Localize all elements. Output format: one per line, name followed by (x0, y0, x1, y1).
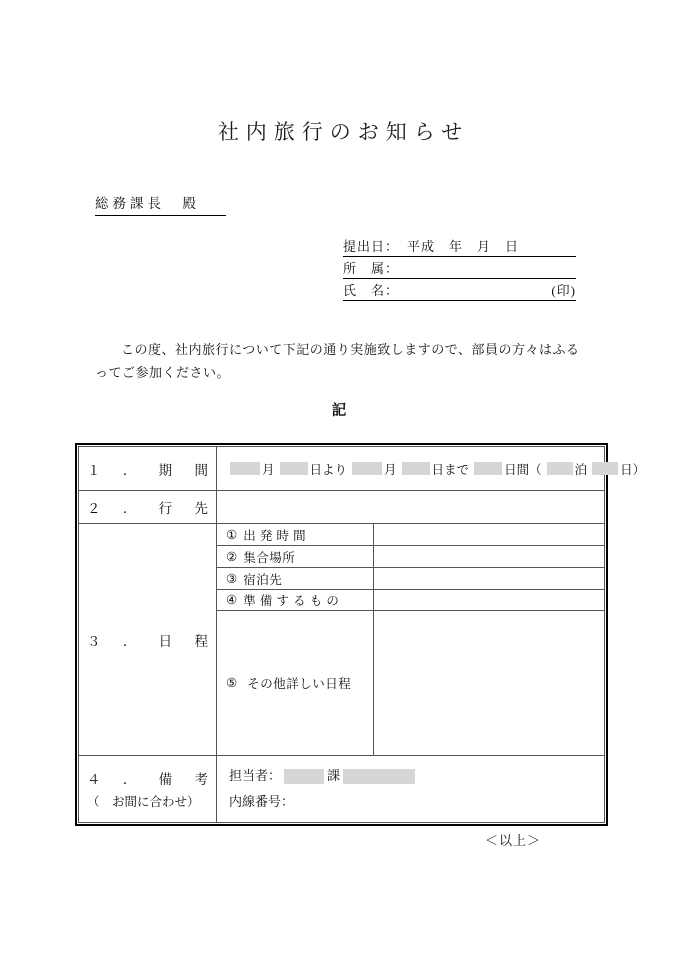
remarks-content-cell (217, 756, 604, 822)
blank-field[interactable] (230, 462, 260, 475)
meeting-place-label-cell (217, 546, 374, 568)
remarks-sublabel: （ お間に合わせ） (87, 795, 200, 809)
label-char: 先 (194, 501, 208, 516)
meeting-place-value-cell[interactable] (374, 546, 604, 568)
detailed-itinerary-value-cell[interactable] (374, 611, 604, 756)
label-char: ２ (87, 501, 101, 516)
blank-field[interactable] (402, 462, 430, 475)
circle-5-marker: ⑤ (226, 676, 238, 690)
schedule-label (87, 630, 208, 650)
meeting-place-label: 集合場所 (243, 550, 296, 565)
label-char: ． (122, 772, 137, 787)
blank-field[interactable] (547, 462, 573, 475)
document-title: 社内旅行のお知らせ (217, 120, 470, 144)
label-char: ． (122, 462, 137, 478)
label-char: 行 (158, 501, 173, 516)
label-char: 考 (194, 772, 208, 787)
segment-text: 泊 (574, 462, 588, 477)
period-label-cell (79, 447, 217, 491)
label-char: 期 (158, 462, 173, 478)
circle-3-marker: ③ (226, 571, 238, 586)
submission-date-value[interactable]: 平成 年 月 日 (407, 239, 520, 254)
label-char: 間 (194, 462, 208, 478)
ki-heading: 記 (331, 403, 349, 419)
label-char: １ (87, 462, 101, 478)
blank-field[interactable] (343, 769, 415, 784)
segment-text: 月 (262, 462, 275, 477)
notice-table (75, 443, 646, 826)
detailed-itinerary-label: その他詳しい日程 (247, 677, 352, 691)
department-label: 所 属： (343, 261, 400, 276)
destination-label (87, 497, 208, 517)
submission-block (343, 236, 576, 302)
contact-person-line[interactable] (229, 763, 604, 789)
departure-time-label: 出 発 時 間 (243, 528, 307, 543)
preparations-label: 準 備 す る も の (243, 594, 340, 608)
departure-time-label-cell (217, 524, 374, 546)
name-label: 氏 名： (343, 283, 400, 298)
label-char: ３ (87, 633, 101, 649)
schedule-label-cell (79, 524, 217, 756)
label-char: ４ (87, 772, 101, 787)
segment-text: 日より (309, 462, 348, 477)
period-label (87, 459, 208, 479)
departure-time-value-cell[interactable] (374, 524, 604, 546)
addressee-line: 総務課長 殿 (95, 192, 226, 216)
blank-field[interactable] (280, 462, 308, 475)
destination-value-cell[interactable] (217, 491, 604, 524)
body-paragraph: この度、社内旅行について下記の通り実施致しますので、部員の方々はふるってご参加ください。 (95, 342, 580, 380)
accommodation-label-cell (217, 568, 374, 590)
segment-text: 担当者： (229, 768, 282, 783)
label-char: 程 (194, 633, 208, 649)
accommodation-label: 宿泊先 (243, 572, 283, 587)
segment-text: 月 (384, 462, 397, 477)
department-line (343, 258, 576, 279)
closing-mark: ＜以上＞ (484, 833, 541, 848)
blank-field[interactable] (352, 462, 382, 475)
label-char: 日 (158, 633, 173, 649)
notice-table-grid (78, 446, 646, 823)
seal-mark: (印) (551, 283, 576, 298)
submission-date-line (343, 236, 576, 257)
circle-4-marker: ④ (226, 593, 238, 607)
period-value-cell[interactable] (217, 447, 646, 491)
remarks-label (87, 768, 208, 788)
blank-field[interactable] (592, 462, 618, 475)
remarks-label-cell (79, 756, 217, 822)
label-char: ． (122, 501, 137, 516)
extension-number-line[interactable]: 内線番号： (229, 794, 295, 809)
label-char: ． (122, 633, 137, 649)
preparations-value-cell[interactable] (374, 590, 604, 611)
segment-text: 日まで (431, 462, 470, 477)
name-line (343, 280, 576, 301)
blank-field[interactable] (474, 462, 502, 475)
preparations-label-cell (217, 590, 374, 611)
segment-text: 課 (327, 768, 341, 783)
submission-date-label: 提出日： (343, 239, 400, 254)
blank-field[interactable] (284, 769, 324, 784)
label-char: 備 (158, 772, 173, 787)
segment-text: 日） (620, 462, 646, 477)
circle-2-marker: ② (226, 549, 238, 564)
segment-text: 日間（ (504, 462, 542, 477)
destination-label-cell (79, 491, 217, 524)
accommodation-value-cell[interactable] (374, 568, 604, 590)
detailed-itinerary-label-cell (217, 611, 374, 756)
circle-1-marker: ① (226, 527, 238, 542)
